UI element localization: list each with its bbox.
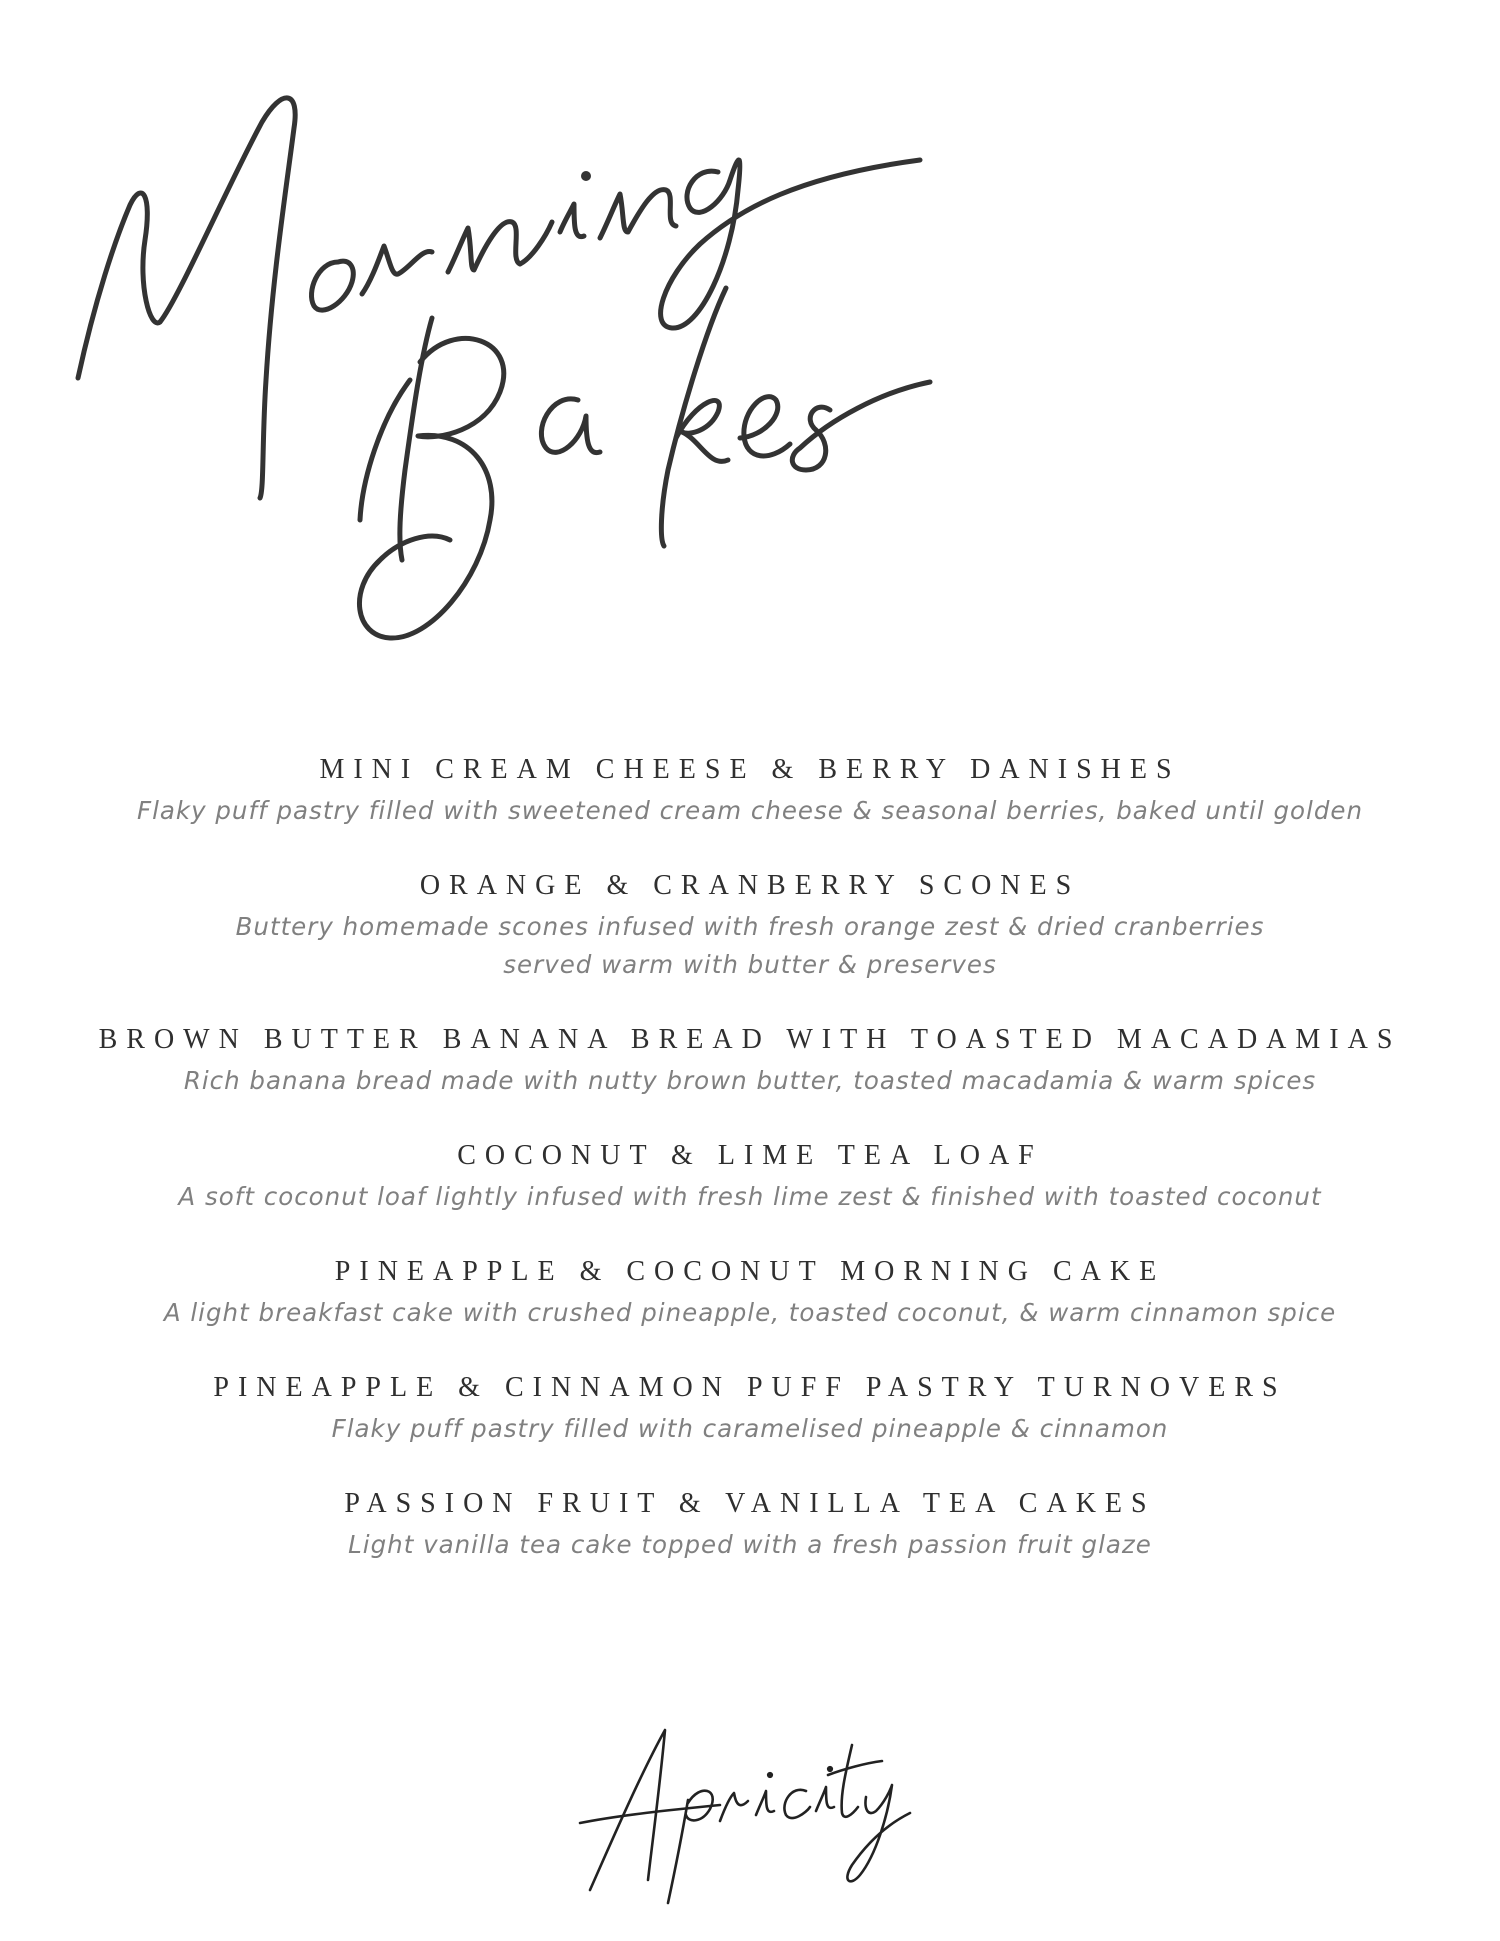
menu-item xyxy=(0,1134,1500,1250)
menu-item-name: MINI CREAM CHEESE & BERRY DANISHES xyxy=(319,754,1181,785)
menu-item xyxy=(0,1018,1500,1134)
title-word-bakes xyxy=(359,288,930,638)
menu-item-name: BROWN BUTTER BANANA BREAD WITH TOASTED MACADAMIAS xyxy=(98,1024,1402,1055)
menu-item-description: Light vanilla tea cake topped with a fresh passion fruit glaze xyxy=(348,1530,1152,1559)
menu-item-description: Flaky puff pastry filled with sweetened cream cheese & seasonal berries, baked until golden xyxy=(136,796,1363,825)
menu-item-name: ORANGE & CRANBERRY SCONES xyxy=(419,870,1081,901)
menu-item-description: A soft coconut loaf lightly infused with fresh lime zest & finished with toasted coconut xyxy=(178,1182,1322,1211)
menu-item xyxy=(0,1250,1500,1366)
title-word-morning xyxy=(78,98,920,498)
apricity-logo xyxy=(570,1705,930,1905)
menu-item xyxy=(0,864,1500,1018)
menu-item-description: A light breakfast cake with crushed pineapple, toasted coconut, & warm cinnamon spice xyxy=(163,1298,1337,1327)
menu-item-name: PINEAPPLE & COCONUT MORNING CAKE xyxy=(334,1256,1166,1287)
menu-item-description: served warm with butter & preserves xyxy=(503,950,997,979)
menu-item-name: PINEAPPLE & CINNAMON PUFF PASTRY TURNOVERS xyxy=(213,1372,1287,1403)
menu-item-name: PASSION FRUIT & VANILLA TEA CAKES xyxy=(344,1488,1156,1519)
page-title xyxy=(0,0,1000,700)
menu-item xyxy=(0,1482,1500,1598)
menu-item-name: COCONUT & LIME TEA LOAF xyxy=(457,1140,1043,1171)
menu-item xyxy=(0,1366,1500,1482)
menu-item-description: Flaky puff pastry filled with caramelised pineapple & cinnamon xyxy=(331,1414,1169,1443)
menu-item-description: Buttery homemade scones infused with fresh orange zest & dried cranberries xyxy=(235,912,1265,941)
menu-item xyxy=(0,748,1500,864)
menu-item-description: Rich banana bread made with nutty brown butter, toasted macadamia & warm spices xyxy=(183,1066,1317,1095)
menu-list xyxy=(0,748,1500,1598)
